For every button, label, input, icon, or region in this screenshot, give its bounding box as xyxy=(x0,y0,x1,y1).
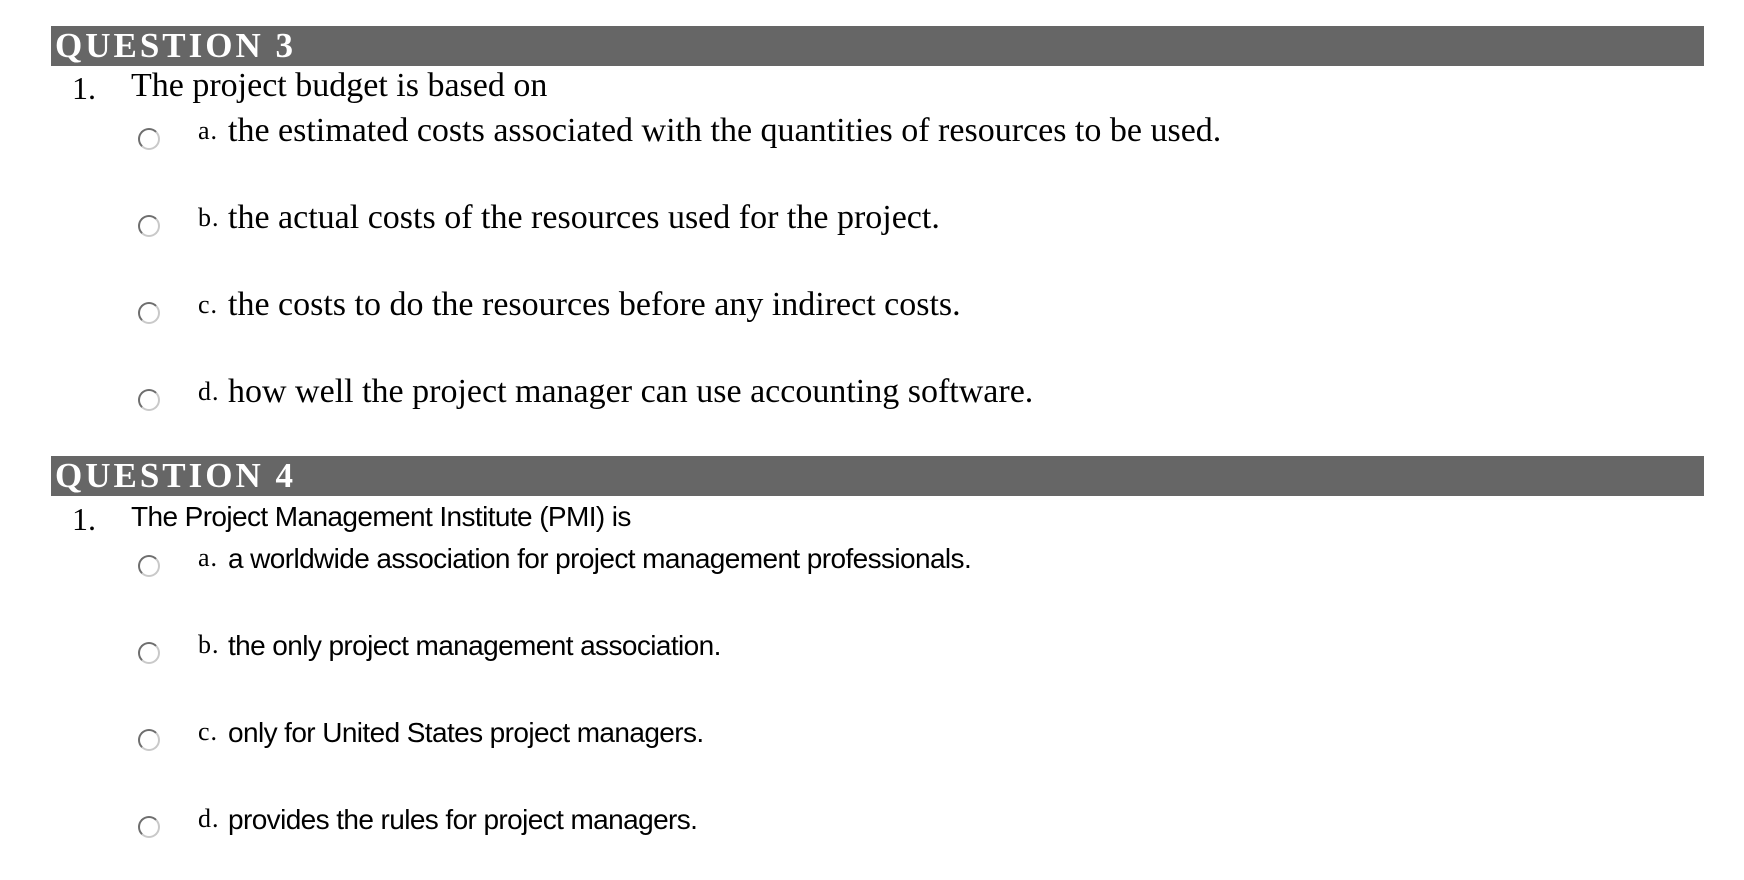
choice-text: the costs to do the resources before any indirect costs. xyxy=(228,286,961,323)
radio-button[interactable] xyxy=(138,302,160,324)
choice-text: the estimated costs associated with the quantities of resources to be used. xyxy=(228,112,1222,149)
radio-button[interactable] xyxy=(138,642,160,664)
choice-text: a worldwide association for project management professionals. xyxy=(228,543,972,574)
question-3-header: QUESTION 3 xyxy=(51,26,1704,66)
radio-button[interactable] xyxy=(138,729,160,751)
choice-text: provides the rules for project managers. xyxy=(228,804,698,835)
radio-button[interactable] xyxy=(138,215,160,237)
question-3-number: 1. xyxy=(72,70,96,106)
radio-button[interactable] xyxy=(138,389,160,411)
radio-button[interactable] xyxy=(138,555,160,577)
choice-text: how well the project manager can use accounting software. xyxy=(228,373,1034,410)
question-4-number: 1. xyxy=(72,501,96,537)
choice-letter: a. xyxy=(198,543,219,572)
radio-button[interactable] xyxy=(138,816,160,838)
choice-text: the actual costs of the resources used for the project. xyxy=(228,199,940,236)
question-3-text: The project budget is based on xyxy=(131,67,548,104)
choice-letter: d. xyxy=(198,377,220,406)
choice-letter: d. xyxy=(198,804,220,833)
question-4-header: QUESTION 4 xyxy=(51,456,1704,496)
radio-button[interactable] xyxy=(138,128,160,150)
choice-letter: a. xyxy=(198,116,219,145)
choice-letter: c. xyxy=(198,290,219,319)
choice-letter: b. xyxy=(198,203,220,232)
question-4-text: The Project Management Institute (PMI) is xyxy=(131,501,631,532)
choice-text: only for United States project managers. xyxy=(228,717,704,748)
choice-letter: c. xyxy=(198,717,219,746)
choice-letter: b. xyxy=(198,630,220,659)
choice-text: the only project management association. xyxy=(228,630,721,661)
